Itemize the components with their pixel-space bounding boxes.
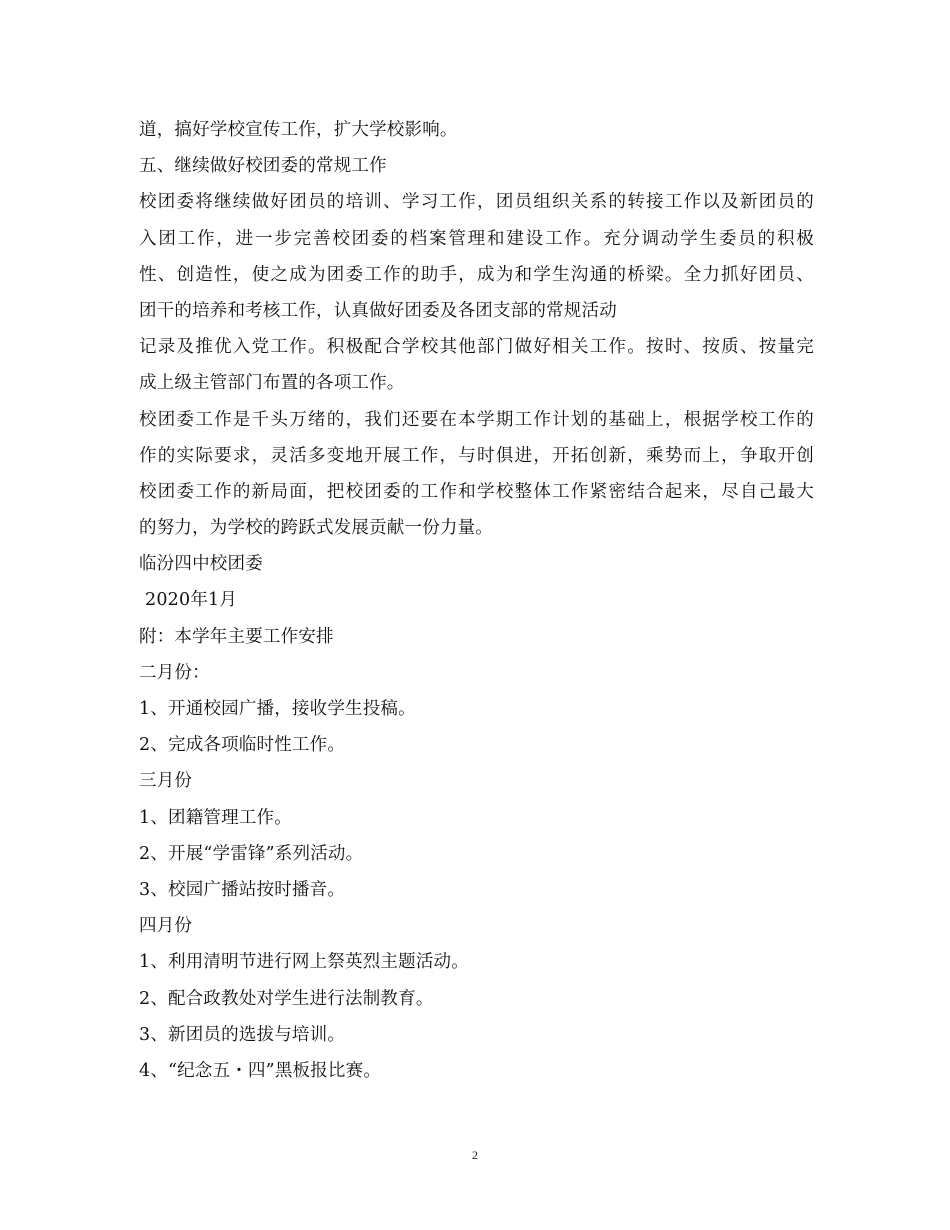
text-line: 四月份 bbox=[139, 916, 193, 937]
text-line: 性、创造性，使之成为团委工作的助手，成为和学生沟通的桥梁。全力抓好团员、 bbox=[139, 264, 814, 285]
text-line: 临汾四中校团委 bbox=[139, 554, 263, 575]
text-line: 记录及推优入党工作。积极配合学校其他部门做好相关工作。按时、按质、按量完 bbox=[139, 337, 814, 358]
text-line: 团干的培养和考核工作，认真做好团委及各团支部的常规活动 bbox=[139, 300, 617, 321]
text-line: 成上级主管部门布置的各项工作。 bbox=[139, 373, 405, 394]
text-line: 3、校园广播站按时播音。 bbox=[139, 879, 346, 900]
text-line: 3、新团员的选拔与培训。 bbox=[139, 1024, 346, 1045]
text-line: 校团委将继续做好团员的培训、学习工作，团员组织关系的转接工作以及新团员的 bbox=[139, 192, 814, 213]
text-line: 作的实际要求，灵活多变地开展工作，与时俱进，开拓创新，乘势而上，争取开创 bbox=[139, 445, 814, 466]
text-line: 道，搞好学校宣传工作，扩大学校影响。 bbox=[139, 120, 458, 140]
text-line: 校团委工作是千头万绪的，我们还要在本学期工作计划的基础上，根据学校工作的 bbox=[139, 409, 814, 430]
text-line: 1、开通校园广播，接收学生投稿。 bbox=[139, 699, 416, 719]
page-number: 2 bbox=[472, 1148, 478, 1162]
text-line: 2、开展“学雷锋”系列活动。 bbox=[139, 843, 364, 864]
text-line: 附：本学年主要工作安排 bbox=[139, 626, 334, 647]
text-line: 二月份： bbox=[139, 662, 210, 683]
text-line: 4、“纪念五・四”黑板报比赛。 bbox=[139, 1060, 382, 1081]
text-line: 的努力，为学校的跨跃式发展贡献一份力量。 bbox=[139, 518, 493, 539]
text-line: 校团委工作的新局面，把校团委的工作和学校整体工作紧密结合起来，尽自己最大 bbox=[139, 481, 814, 502]
text-line: 1、团籍管理工作。 bbox=[139, 807, 292, 828]
text-line: 2、配合政教处对学生进行法制教育。 bbox=[139, 988, 434, 1009]
text-line: 1、利用清明节进行网上祭英烈主题活动。 bbox=[139, 952, 469, 973]
text-line: 2、完成各项临时性工作。 bbox=[139, 735, 346, 756]
text-line: 五、继续做好校团委的常规工作 bbox=[139, 156, 387, 177]
text-line: 三月份 bbox=[139, 771, 193, 792]
text-line: 入团工作，进一步完善校团委的档案管理和建设工作。充分调动学生委员的积极 bbox=[139, 228, 814, 249]
document-body bbox=[139, 112, 814, 1089]
text-line: 2020年1月 bbox=[145, 590, 238, 611]
